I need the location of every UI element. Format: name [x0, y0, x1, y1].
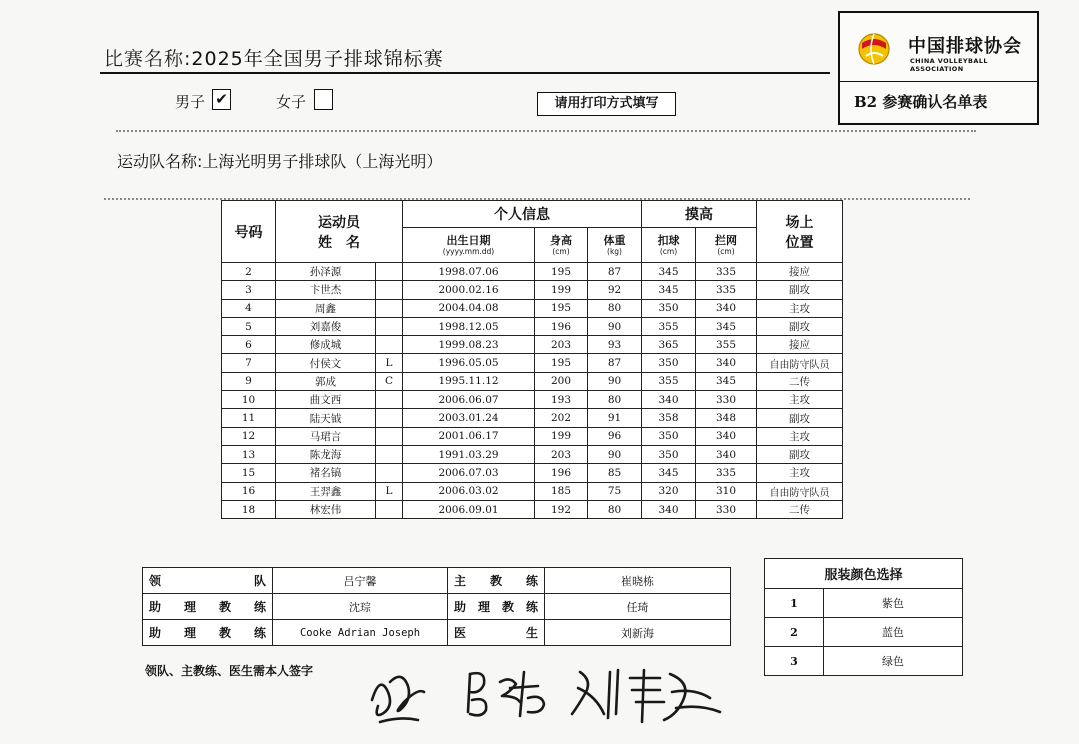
header-position-line1: 场上	[785, 214, 814, 231]
player-weight: 87	[588, 263, 642, 281]
player-position: 自由防守队员	[757, 354, 843, 372]
form-code: B2 参赛确认名单表	[854, 93, 988, 111]
player-height: 195	[535, 299, 588, 317]
player-height: 203	[535, 336, 588, 354]
table-row	[222, 464, 843, 482]
player-position: 主攻	[757, 391, 843, 409]
uniform-option-color: 蓝色	[824, 618, 963, 647]
player-height: 195	[535, 263, 588, 281]
header-position-line2: 位置	[785, 234, 814, 251]
assistant-coach-name: Cooke Adrian Joseph	[273, 620, 448, 646]
player-spike: 340	[642, 500, 696, 518]
player-spike: 340	[642, 391, 696, 409]
player-height: 200	[535, 372, 588, 390]
handwritten-signatures	[360, 652, 730, 732]
uniform-option-number: 3	[765, 647, 824, 676]
player-spike: 355	[642, 317, 696, 335]
header-weight: 体重 (kg)	[588, 228, 642, 263]
player-block: 345	[696, 317, 757, 335]
female-checkbox[interactable]	[314, 89, 333, 110]
role-leader: 领 队	[143, 568, 273, 594]
assistant-coach-name: 任琦	[545, 594, 731, 620]
player-position: 二传	[757, 500, 843, 518]
player-name: 孙泽源	[276, 263, 376, 281]
player-birth: 1999.08.23	[403, 336, 535, 354]
player-position: 副攻	[757, 281, 843, 299]
player-number: 12	[222, 427, 276, 445]
player-weight: 87	[588, 354, 642, 372]
player-height: 202	[535, 409, 588, 427]
player-weight: 85	[588, 464, 642, 482]
player-number: 9	[222, 372, 276, 390]
player-role	[376, 263, 403, 281]
player-height: 203	[535, 445, 588, 463]
player-height: 196	[535, 464, 588, 482]
doctor-name: 刘新海	[545, 620, 731, 646]
table-row	[222, 500, 843, 518]
volleyball-logo-icon	[856, 31, 892, 67]
player-name: 曲文西	[276, 391, 376, 409]
player-block: 310	[696, 482, 757, 500]
female-label: 女子	[276, 93, 307, 111]
player-block: 340	[696, 427, 757, 445]
table-row	[222, 354, 843, 372]
player-spike: 350	[642, 445, 696, 463]
player-height: 185	[535, 482, 588, 500]
association-box	[838, 11, 1039, 125]
player-number: 10	[222, 391, 276, 409]
header-height: 身高 (cm)	[535, 228, 588, 263]
table-row	[222, 427, 843, 445]
player-block: 348	[696, 409, 757, 427]
player-spike: 365	[642, 336, 696, 354]
player-spike: 358	[642, 409, 696, 427]
player-number: 16	[222, 482, 276, 500]
header-birth: 出生日期 (yyyy.mm.dd)	[403, 228, 535, 263]
player-position: 副攻	[757, 409, 843, 427]
player-position: 二传	[757, 372, 843, 390]
player-name: 郭成	[276, 372, 376, 390]
player-spike: 350	[642, 299, 696, 317]
player-block: 340	[696, 445, 757, 463]
player-weight: 80	[588, 391, 642, 409]
leader-name: 吕宁馨	[273, 568, 448, 594]
table-row	[222, 409, 843, 427]
player-height: 192	[535, 500, 588, 518]
player-birth: 2006.06.07	[403, 391, 535, 409]
player-spike: 350	[642, 354, 696, 372]
table-row	[222, 482, 843, 500]
table-row	[222, 299, 843, 317]
player-spike: 345	[642, 281, 696, 299]
player-spike: 355	[642, 372, 696, 390]
player-position: 副攻	[757, 317, 843, 335]
player-role	[376, 281, 403, 299]
player-role	[376, 500, 403, 518]
uniform-title: 服装颜色选择	[765, 559, 963, 589]
player-role: C	[376, 372, 403, 390]
player-birth: 2004.04.08	[403, 299, 535, 317]
player-block: 330	[696, 391, 757, 409]
player-position: 主攻	[757, 427, 843, 445]
player-birth: 2000.02.16	[403, 281, 535, 299]
team-label: 运动队名称:	[117, 152, 203, 171]
player-block: 340	[696, 299, 757, 317]
player-height: 196	[535, 317, 588, 335]
player-number: 11	[222, 409, 276, 427]
player-name: 马珺言	[276, 427, 376, 445]
male-label: 男子	[175, 93, 206, 111]
table-row	[222, 372, 843, 390]
player-height: 199	[535, 281, 588, 299]
table-row	[222, 391, 843, 409]
role-assistant-coach: 助 理 教 练	[143, 594, 273, 620]
table-row	[222, 336, 843, 354]
player-name: 刘嘉俊	[276, 317, 376, 335]
player-role	[376, 464, 403, 482]
signature-2	[468, 672, 544, 716]
signature-note: 领队、主教练、医生需本人签字	[145, 664, 314, 678]
player-role: L	[376, 354, 403, 372]
male-checkbox[interactable]: ✔	[212, 89, 231, 110]
player-number: 5	[222, 317, 276, 335]
staff-table	[142, 567, 731, 646]
team-name: 上海光明男子排球队（上海光明）	[202, 152, 443, 171]
role-assistant-coach: 助 理 教 练	[448, 594, 545, 620]
player-name: 林宏伟	[276, 500, 376, 518]
player-weight: 90	[588, 445, 642, 463]
player-weight: 75	[588, 482, 642, 500]
signature-1	[372, 677, 424, 722]
signature-3	[572, 670, 720, 722]
player-name: 周鑫	[276, 299, 376, 317]
player-spike: 320	[642, 482, 696, 500]
player-weight: 91	[588, 409, 642, 427]
player-birth: 2006.03.02	[403, 482, 535, 500]
print-instruction: 请用打印方式填写	[537, 92, 676, 116]
uniform-option-color: 紫色	[824, 589, 963, 618]
header-block: 拦网 (cm)	[696, 228, 757, 263]
roster-table	[221, 200, 843, 519]
player-spike: 345	[642, 464, 696, 482]
association-name-en: CHINA VOLLEYBALL ASSOCIATION	[910, 57, 988, 73]
player-block: 355	[696, 336, 757, 354]
player-spike: 350	[642, 427, 696, 445]
player-position: 副攻	[757, 445, 843, 463]
player-block: 330	[696, 500, 757, 518]
player-block: 335	[696, 263, 757, 281]
player-role	[376, 427, 403, 445]
player-name: 王羿鑫	[276, 482, 376, 500]
player-number: 13	[222, 445, 276, 463]
table-row	[222, 317, 843, 335]
player-name: 褚名镐	[276, 464, 376, 482]
player-number: 3	[222, 281, 276, 299]
table-row	[222, 281, 843, 299]
player-name: 陆天钺	[276, 409, 376, 427]
dotted-divider	[116, 130, 976, 132]
uniform-option-number: 1	[765, 589, 824, 618]
player-weight: 80	[588, 500, 642, 518]
logo-divider	[840, 81, 1037, 82]
player-block: 335	[696, 281, 757, 299]
player-spike: 345	[642, 263, 696, 281]
uniform-option-number: 2	[765, 618, 824, 647]
player-number: 6	[222, 336, 276, 354]
player-position: 主攻	[757, 299, 843, 317]
player-number: 7	[222, 354, 276, 372]
player-role	[376, 317, 403, 335]
player-birth: 1998.07.06	[403, 263, 535, 281]
table-row	[222, 445, 843, 463]
header-number: 号码	[222, 201, 276, 263]
header-athlete	[276, 201, 403, 263]
player-height: 199	[535, 427, 588, 445]
competition-name: 2025年全国男子排球锦标赛	[191, 48, 444, 70]
player-height: 195	[535, 354, 588, 372]
player-number: 4	[222, 299, 276, 317]
uniform-option-color: 绿色	[824, 647, 963, 676]
player-birth: 2006.09.01	[403, 500, 535, 518]
uniform-color-table	[764, 558, 963, 676]
player-height: 193	[535, 391, 588, 409]
role-doctor: 医 生	[448, 620, 545, 646]
player-role	[376, 336, 403, 354]
player-number: 15	[222, 464, 276, 482]
competition-title	[104, 44, 444, 71]
player-role	[376, 409, 403, 427]
header-rule	[100, 72, 830, 74]
player-block: 335	[696, 464, 757, 482]
player-block: 340	[696, 354, 757, 372]
player-role	[376, 299, 403, 317]
header-reach: 摸高	[642, 201, 757, 228]
player-number: 2	[222, 263, 276, 281]
player-birth: 1998.12.05	[403, 317, 535, 335]
player-weight: 90	[588, 317, 642, 335]
player-weight: 90	[588, 372, 642, 390]
player-birth: 1991.03.29	[403, 445, 535, 463]
player-role	[376, 391, 403, 409]
assistant-coach-name: 沈琮	[273, 594, 448, 620]
header-athlete-line1: 运动员	[318, 214, 360, 231]
player-birth: 2001.06.17	[403, 427, 535, 445]
header-spike: 扣球 (cm)	[642, 228, 696, 263]
player-role: L	[376, 482, 403, 500]
role-assistant-coach: 助 理 教 练	[143, 620, 273, 646]
player-role	[376, 445, 403, 463]
association-name-cn: 中国排球协会	[908, 36, 1022, 57]
head-coach-name: 崔晓栋	[545, 568, 731, 594]
header-position	[757, 201, 843, 263]
player-number: 18	[222, 500, 276, 518]
player-birth: 2003.01.24	[403, 409, 535, 427]
player-position: 接应	[757, 263, 843, 281]
competition-label: 比赛名称:	[104, 48, 192, 70]
table-row	[222, 263, 843, 281]
header-athlete-line2: 姓 名	[318, 234, 360, 251]
player-weight: 93	[588, 336, 642, 354]
player-weight: 92	[588, 281, 642, 299]
player-position: 接应	[757, 336, 843, 354]
player-birth: 1996.05.05	[403, 354, 535, 372]
role-head-coach: 主 教 练	[448, 568, 545, 594]
player-name: 陈龙海	[276, 445, 376, 463]
player-birth: 2006.07.03	[403, 464, 535, 482]
team-name-line	[117, 149, 442, 172]
player-position: 主攻	[757, 464, 843, 482]
player-name: 卞世杰	[276, 281, 376, 299]
player-weight: 96	[588, 427, 642, 445]
player-weight: 80	[588, 299, 642, 317]
player-birth: 1995.11.12	[403, 372, 535, 390]
player-name: 付侯文	[276, 354, 376, 372]
player-name: 修成城	[276, 336, 376, 354]
header-personal-info: 个人信息	[403, 201, 642, 228]
player-block: 345	[696, 372, 757, 390]
player-position: 自由防守队员	[757, 482, 843, 500]
